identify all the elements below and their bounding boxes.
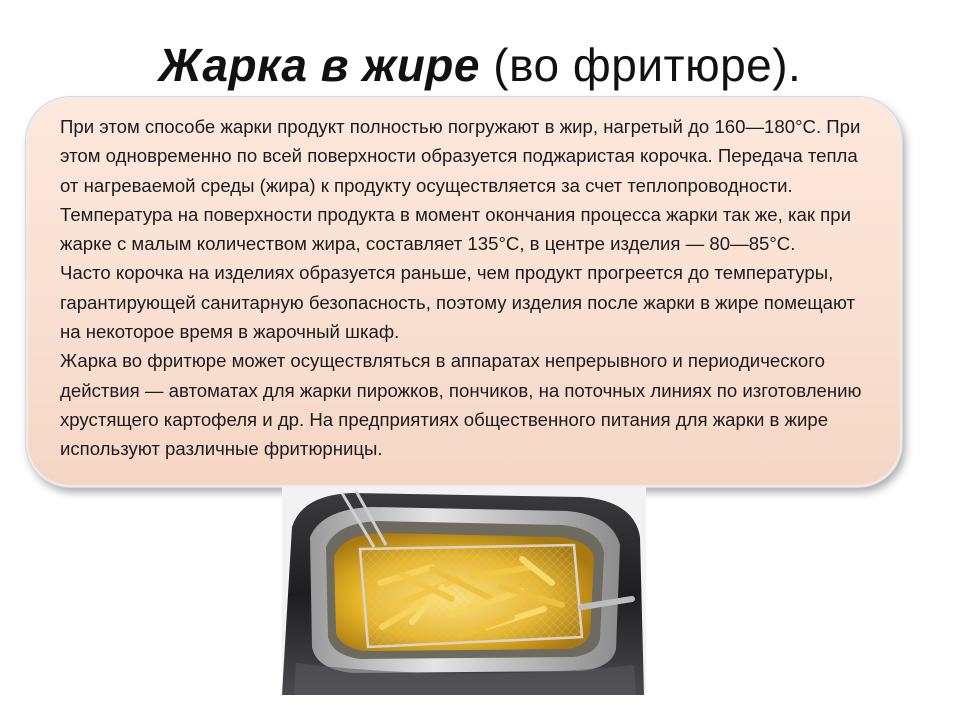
paragraph-equipment: Жарка во фритюре может осуществляться в аппаратах непрерывного и периодического действия — автоматах для жарки пирожков, пончиков, на поточных линиях по изготовлению хрустящего картофеля и др. На предприятиях общественного питания для жарки в жире используют различные фритюрницы. bbox=[60, 350, 862, 460]
title-rest: (во фритюре). bbox=[480, 39, 802, 91]
deep-fryer-photo bbox=[282, 487, 646, 695]
paragraph-deep-frying: При этом способе жарки продукт полностью погружают в жир, нагретый до 160—180°С. При этом одновременно по всей поверхности образуется поджаристая корочка. Передача тепла от нагреваемой среды (жира) к продукту осуществляется за счет теплопроводности. Температура на поверхности продукта в момент окончания процесса жарки так же, как при жарке с малым количеством жира, составляет 135°С, в центре изделия — 80—85°С. bbox=[60, 116, 861, 255]
slide-title bbox=[0, 38, 960, 92]
title-emphasis: Жарка в жире bbox=[158, 39, 480, 91]
text-box bbox=[26, 97, 902, 487]
paragraph-crust: Часто корочка на изделиях образуется раньше, чем продукт прогреется до температуры, гарантирующей санитарную безопасность, поэтому изделия после жарки в жире помещают на некоторое время в жарочный шкаф. bbox=[60, 262, 856, 343]
